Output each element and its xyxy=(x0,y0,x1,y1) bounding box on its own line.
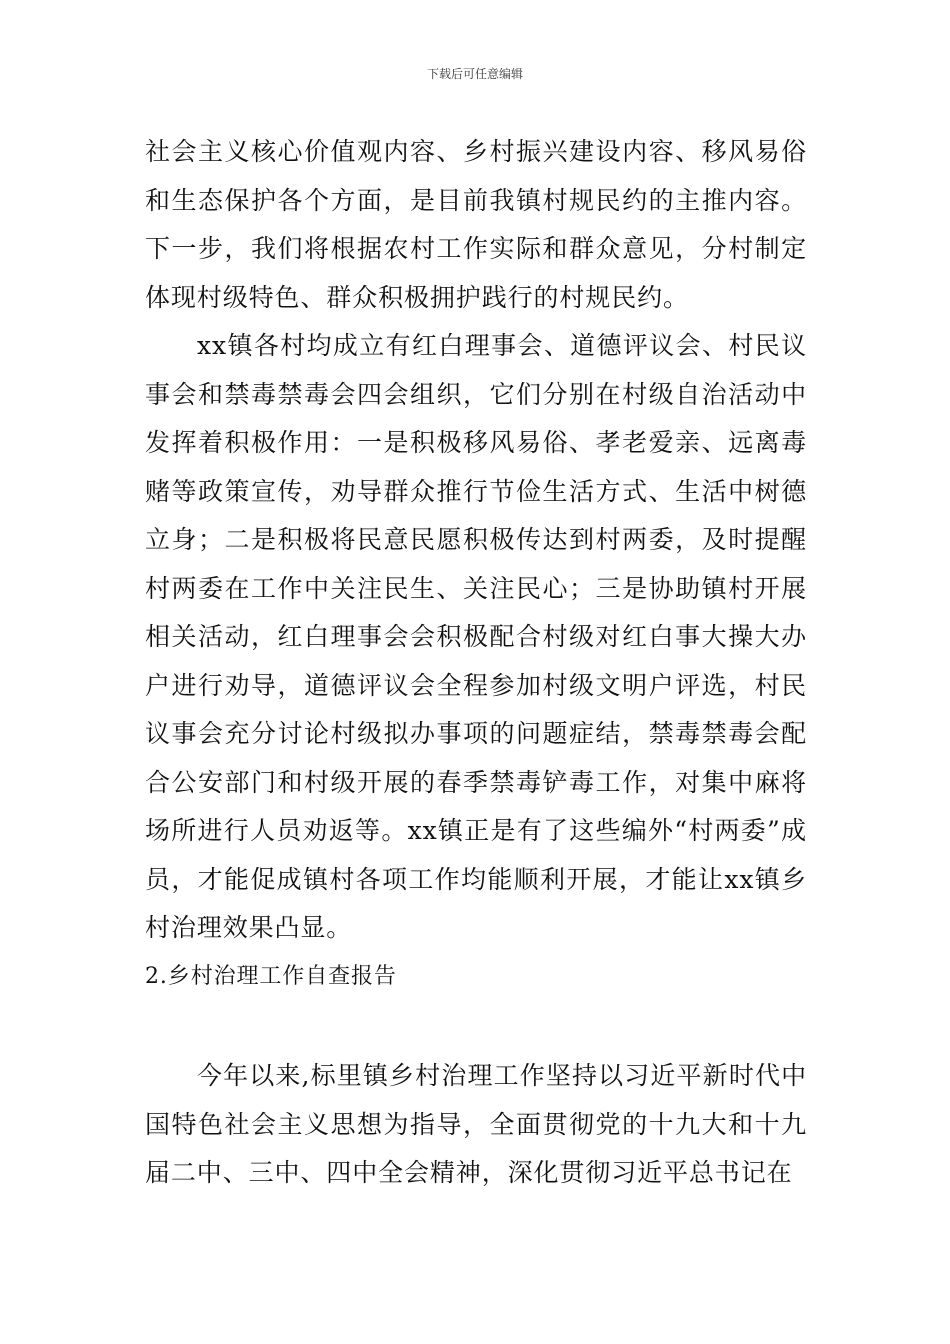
blank-line xyxy=(145,1001,807,1052)
paragraph-2: xx镇各村均成立有红白理事会、道德评议会、村民议事会和禁毒禁毒会四会组织，它们分别在村级自治活动中发挥着积极作用：一是积极移风易俗、孝老爱亲、远离毒赌等政策宣传，劝导群众推行节俭生活方式、生活中树德立身；二是积极将民意民愿积极传达到村两委，及时提醒村两委在工作中关注民生、关注民心；三是协助镇村开展相关活动，红白理事会会积极配合村级对红白事大操大办户进行劝导，道德评议会全程参加村级文明户评选，村民议事会充分讨论村级拟办事项的问题症结，禁毒禁毒会配合公安部门和村级开展的春季禁毒铲毒工作，对集中麻将场所进行人员劝返等。xx镇正是有了这些编外“村两委”成员，才能促成镇村各项工作均能顺利开展，才能让xx镇乡村治理效果凸显。 xyxy=(145,331,807,942)
paragraph-1: 社会主义核心价值观内容、乡村振兴建设内容、移风易俗和生态保护各个方面，是目前我镇村规民约的主推内容。下一步，我们将根据农村工作实际和群众意见，分村制定体现村级特色、群众积极拥护践行的村规民约。 xyxy=(145,137,807,312)
page-header: 下载后可任意编辑 xyxy=(426,67,523,81)
document-body xyxy=(145,128,807,1198)
section-heading: 2.乡村治理工作自查报告 xyxy=(145,963,397,989)
paragraph-3: 今年以来,标里镇乡村治理工作坚持以习近平新时代中国特色社会主义思想为指导，全面贯彻党的十九大和十九届二中、三中、四中全会精神，深化贯彻习近平总书记在 xyxy=(145,1061,807,1187)
